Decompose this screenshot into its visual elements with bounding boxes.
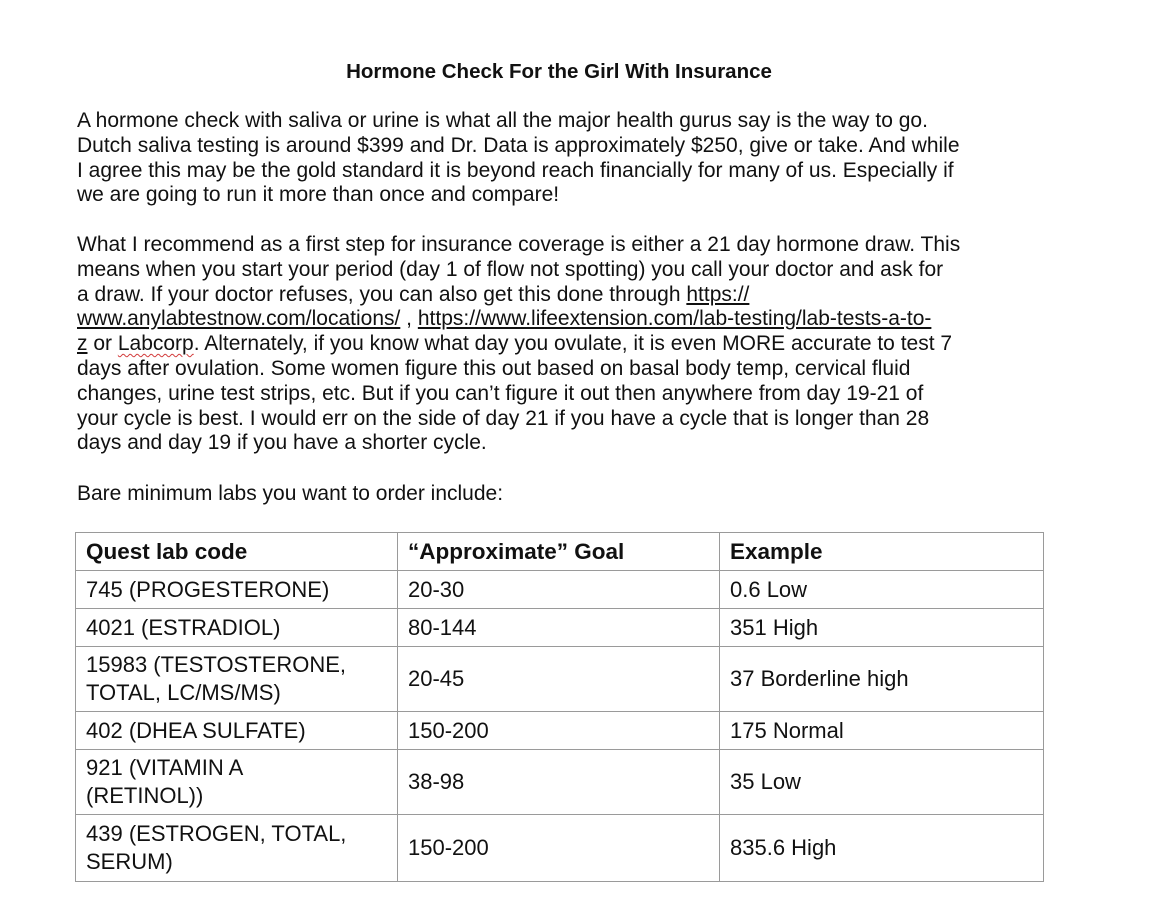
text-line: your cycle is best. I would err on the side of day 21 if you have a cycle that is longer than 28	[77, 406, 930, 430]
cell-lab-code	[76, 571, 398, 609]
cell-text: 4021 (ESTRADIOL)	[86, 614, 281, 640]
cell-example: 175 Normal	[720, 712, 1044, 750]
cell-goal: 150-200	[398, 712, 720, 750]
header-example: Example	[720, 533, 1044, 571]
lifeextension-link[interactable]: https://www.lifeextension.com/lab-testing/lab-tests-a-to-	[417, 307, 932, 331]
anylabtestnow-link-cont[interactable]: www.anylabtestnow.com/locations/	[77, 307, 401, 331]
table-row	[76, 815, 1044, 882]
header-approximate-goal: “Approximate” Goal	[398, 533, 720, 571]
intro-paragraph	[77, 109, 1062, 208]
labs-intro: Bare minimum labs you want to order include:	[77, 482, 504, 505]
table-row	[76, 609, 1044, 647]
cell-goal: 20-30	[398, 571, 720, 609]
cell-lab-code	[76, 815, 398, 882]
cell-lab-code	[76, 609, 398, 647]
cell-goal: 150-200	[398, 815, 720, 882]
cell-text: 15983 (TESTOSTERONE,	[86, 652, 347, 677]
anylabtestnow-link[interactable]: https://	[686, 282, 750, 306]
document-title: Hormone Check For the Girl With Insurance	[346, 60, 772, 83]
cell-text: 402 (DHEA SULFATE)	[86, 717, 306, 743]
cell-example: 351 High	[720, 609, 1044, 647]
text-line: Dutch saliva testing is around $399 and Dr. Data is approximately $250, give or take. And while	[77, 133, 960, 157]
table-row	[76, 647, 1044, 712]
text-line: changes, urine test strips, etc. But if you can’t figure it out then anywhere from day 19-21 of	[77, 381, 924, 405]
text-line: I agree this may be the gold standard it is beyond reach financially for many of us. Especially if	[77, 158, 954, 182]
text-segment: a draw. If your doctor refuses, you can also get this done through	[77, 282, 687, 306]
table-header-row	[76, 533, 1044, 571]
text-line: A hormone check with saliva or urine is what all the major health gurus say is the way to go.	[77, 109, 928, 132]
cell-example: 835.6 High	[720, 815, 1044, 882]
table-row	[76, 712, 1044, 750]
text-line: we are going to run it more than once and compare!	[77, 183, 560, 207]
text-line: days and day 19 if you have a shorter cycle.	[77, 431, 487, 455]
cell-text: (RETINOL))	[86, 783, 204, 808]
cell-lab-code	[76, 647, 398, 712]
text-line	[77, 332, 1062, 357]
header-quest-lab-code: Quest lab code	[76, 533, 398, 571]
labcorp-word: Labcorp	[117, 332, 194, 356]
cell-text: 745 (PROGESTERONE)	[86, 576, 330, 602]
text-line: days after ovulation. Some women figure this out based on basal body temp, cervical fluid	[77, 356, 911, 380]
text-segment: or	[87, 332, 118, 356]
cell-goal: 80-144	[398, 609, 720, 647]
cell-text: 921 (VITAMIN A	[86, 755, 244, 780]
cell-goal: 38-98	[398, 750, 720, 815]
cell-text: TOTAL, LC/MS/MS)	[86, 680, 281, 705]
text-segment: . Alternately, if you know what day you ovulate, it is even MORE accurate to test 7	[193, 332, 953, 356]
text-line: means when you start your period (day 1 of flow not spotting) you call your doctor and ask for	[77, 257, 944, 281]
cell-example: 37 Borderline high	[720, 647, 1044, 712]
text-segment: ,	[400, 307, 418, 331]
cell-text: 439 (ESTROGEN, TOTAL,	[86, 821, 347, 846]
cell-goal: 20-45	[398, 647, 720, 712]
cell-text: SERUM)	[86, 849, 173, 874]
table-row	[76, 750, 1044, 815]
cell-example: 35 Low	[720, 750, 1044, 815]
text-line	[77, 307, 1062, 332]
cell-lab-code	[76, 750, 398, 815]
recommendation-paragraph	[77, 233, 1062, 456]
table-row	[76, 571, 1044, 609]
cell-example: 0.6 Low	[720, 571, 1044, 609]
cell-lab-code	[76, 712, 398, 750]
labs-table	[75, 532, 1044, 882]
lifeextension-link-cont[interactable]: z	[77, 332, 88, 356]
text-line: What I recommend as a first step for insurance coverage is either a 21 day hormone draw. This	[77, 233, 961, 256]
text-line	[77, 283, 1062, 308]
